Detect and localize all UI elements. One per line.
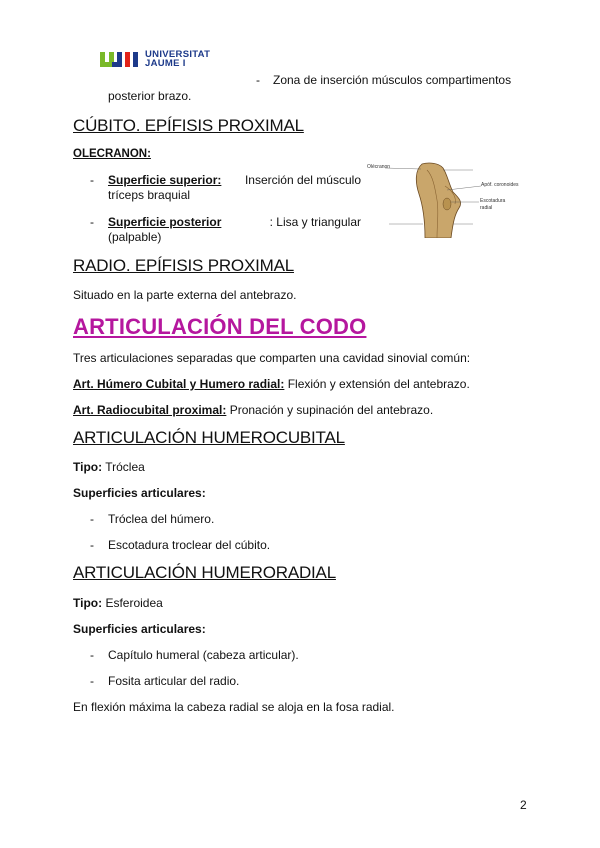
humeroradial-tipo [73, 596, 163, 611]
cubito-item-1 [108, 173, 361, 203]
codo-art-1-term: Art. Húmero Cubital y Humero radial: [73, 377, 285, 391]
uji-logo-mark-icon [100, 52, 140, 68]
bullet-dash: - [90, 538, 94, 552]
cubito-item-1-term: Superficie superior: [108, 173, 222, 187]
logo-line-1: UNIVERSITAT [145, 49, 211, 60]
codo-art-1-text: Flexión y extensión del antebrazo. [284, 377, 470, 391]
cubito-item-2 [108, 215, 361, 245]
page-number: 2 [520, 798, 527, 812]
humerocubital-heading: ARTICULACIÓN HUMEROCUBITAL [73, 428, 345, 447]
codo-intro: Tres articulaciones separadas que comparten una cavidad sinovial común: [73, 351, 471, 365]
bullet-dash: - [90, 674, 94, 688]
humerocubital-tipo-label: Tipo: [73, 460, 103, 474]
figure-label-coronoid: Apóf. coronoides [481, 182, 519, 188]
codo-art-2 [73, 403, 433, 418]
codo-art-2-text: Pronación y supinación del antebrazo. [226, 403, 434, 417]
humeroradial-surfaces-label: Superficies articulares: [73, 622, 206, 636]
humerocubital-tipo [73, 460, 145, 475]
humerocubital-surfaces-label: Superficies articulares: [73, 486, 206, 500]
bullet-dash: - [90, 512, 94, 526]
logo-line-2: JAUME I [145, 58, 186, 69]
logo-text [145, 50, 210, 68]
humerocubital-item-2: Escotadura troclear del cúbito. [108, 538, 271, 552]
humeroradial-tipo-value: Esferoidea [102, 596, 163, 610]
codo-heading: ARTICULACIÓN DEL CODO [73, 314, 367, 339]
codo-art-2-term: Art. Radiocubital proximal: [73, 403, 227, 417]
intro-bullet: - [256, 73, 260, 87]
figure-label-radial-notch-2: radial [480, 205, 493, 211]
bullet-dash: - [90, 648, 94, 662]
cubito-item-2-text2: (palpable) [108, 230, 162, 244]
bullet-dash: - [90, 173, 94, 187]
humeroradial-item-2: Fosita articular del radio. [108, 674, 240, 688]
cubito-item-1-text2: tríceps braquial [108, 188, 191, 202]
radio-heading: RADIO. EPÍFISIS PROXIMAL [73, 256, 294, 275]
cubito-item-2-term: Superficie posterior [108, 215, 222, 229]
bullet-dash: - [90, 215, 94, 229]
humerocubital-tipo-value: Tróclea [102, 460, 145, 474]
intro-text-line-1: Zona de inserción músculos compartimentos [273, 73, 512, 87]
humeroradial-closing: En flexión máxima la cabeza radial se aloja en la fosa radial. [73, 700, 395, 714]
figure-label-olecranon: Olécranon [367, 164, 391, 170]
ulna-proximal-illustration [367, 160, 527, 238]
humeroradial-heading: ARTICULACIÓN HUMERORADIAL [73, 563, 336, 582]
radio-text: Situado en la parte externa del antebrazo. [73, 288, 297, 302]
cubito-item-2-text1: : Lisa y triangular [269, 215, 361, 229]
olecranon-label: OLECRANON: [73, 148, 151, 160]
humeroradial-item-1: Capítulo humeral (cabeza articular). [108, 648, 299, 662]
intro-text-line-2: posterior brazo. [108, 89, 192, 103]
codo-art-1 [73, 377, 470, 392]
humeroradial-tipo-label: Tipo: [73, 596, 103, 610]
figure-label-radial-notch-1: Escotadura [480, 198, 506, 204]
cubito-item-1-text1: Inserción del músculo [244, 173, 361, 187]
cubito-heading: CÚBITO. EPÍFISIS PROXIMAL [73, 116, 304, 135]
humerocubital-item-1: Tróclea del húmero. [108, 512, 215, 526]
